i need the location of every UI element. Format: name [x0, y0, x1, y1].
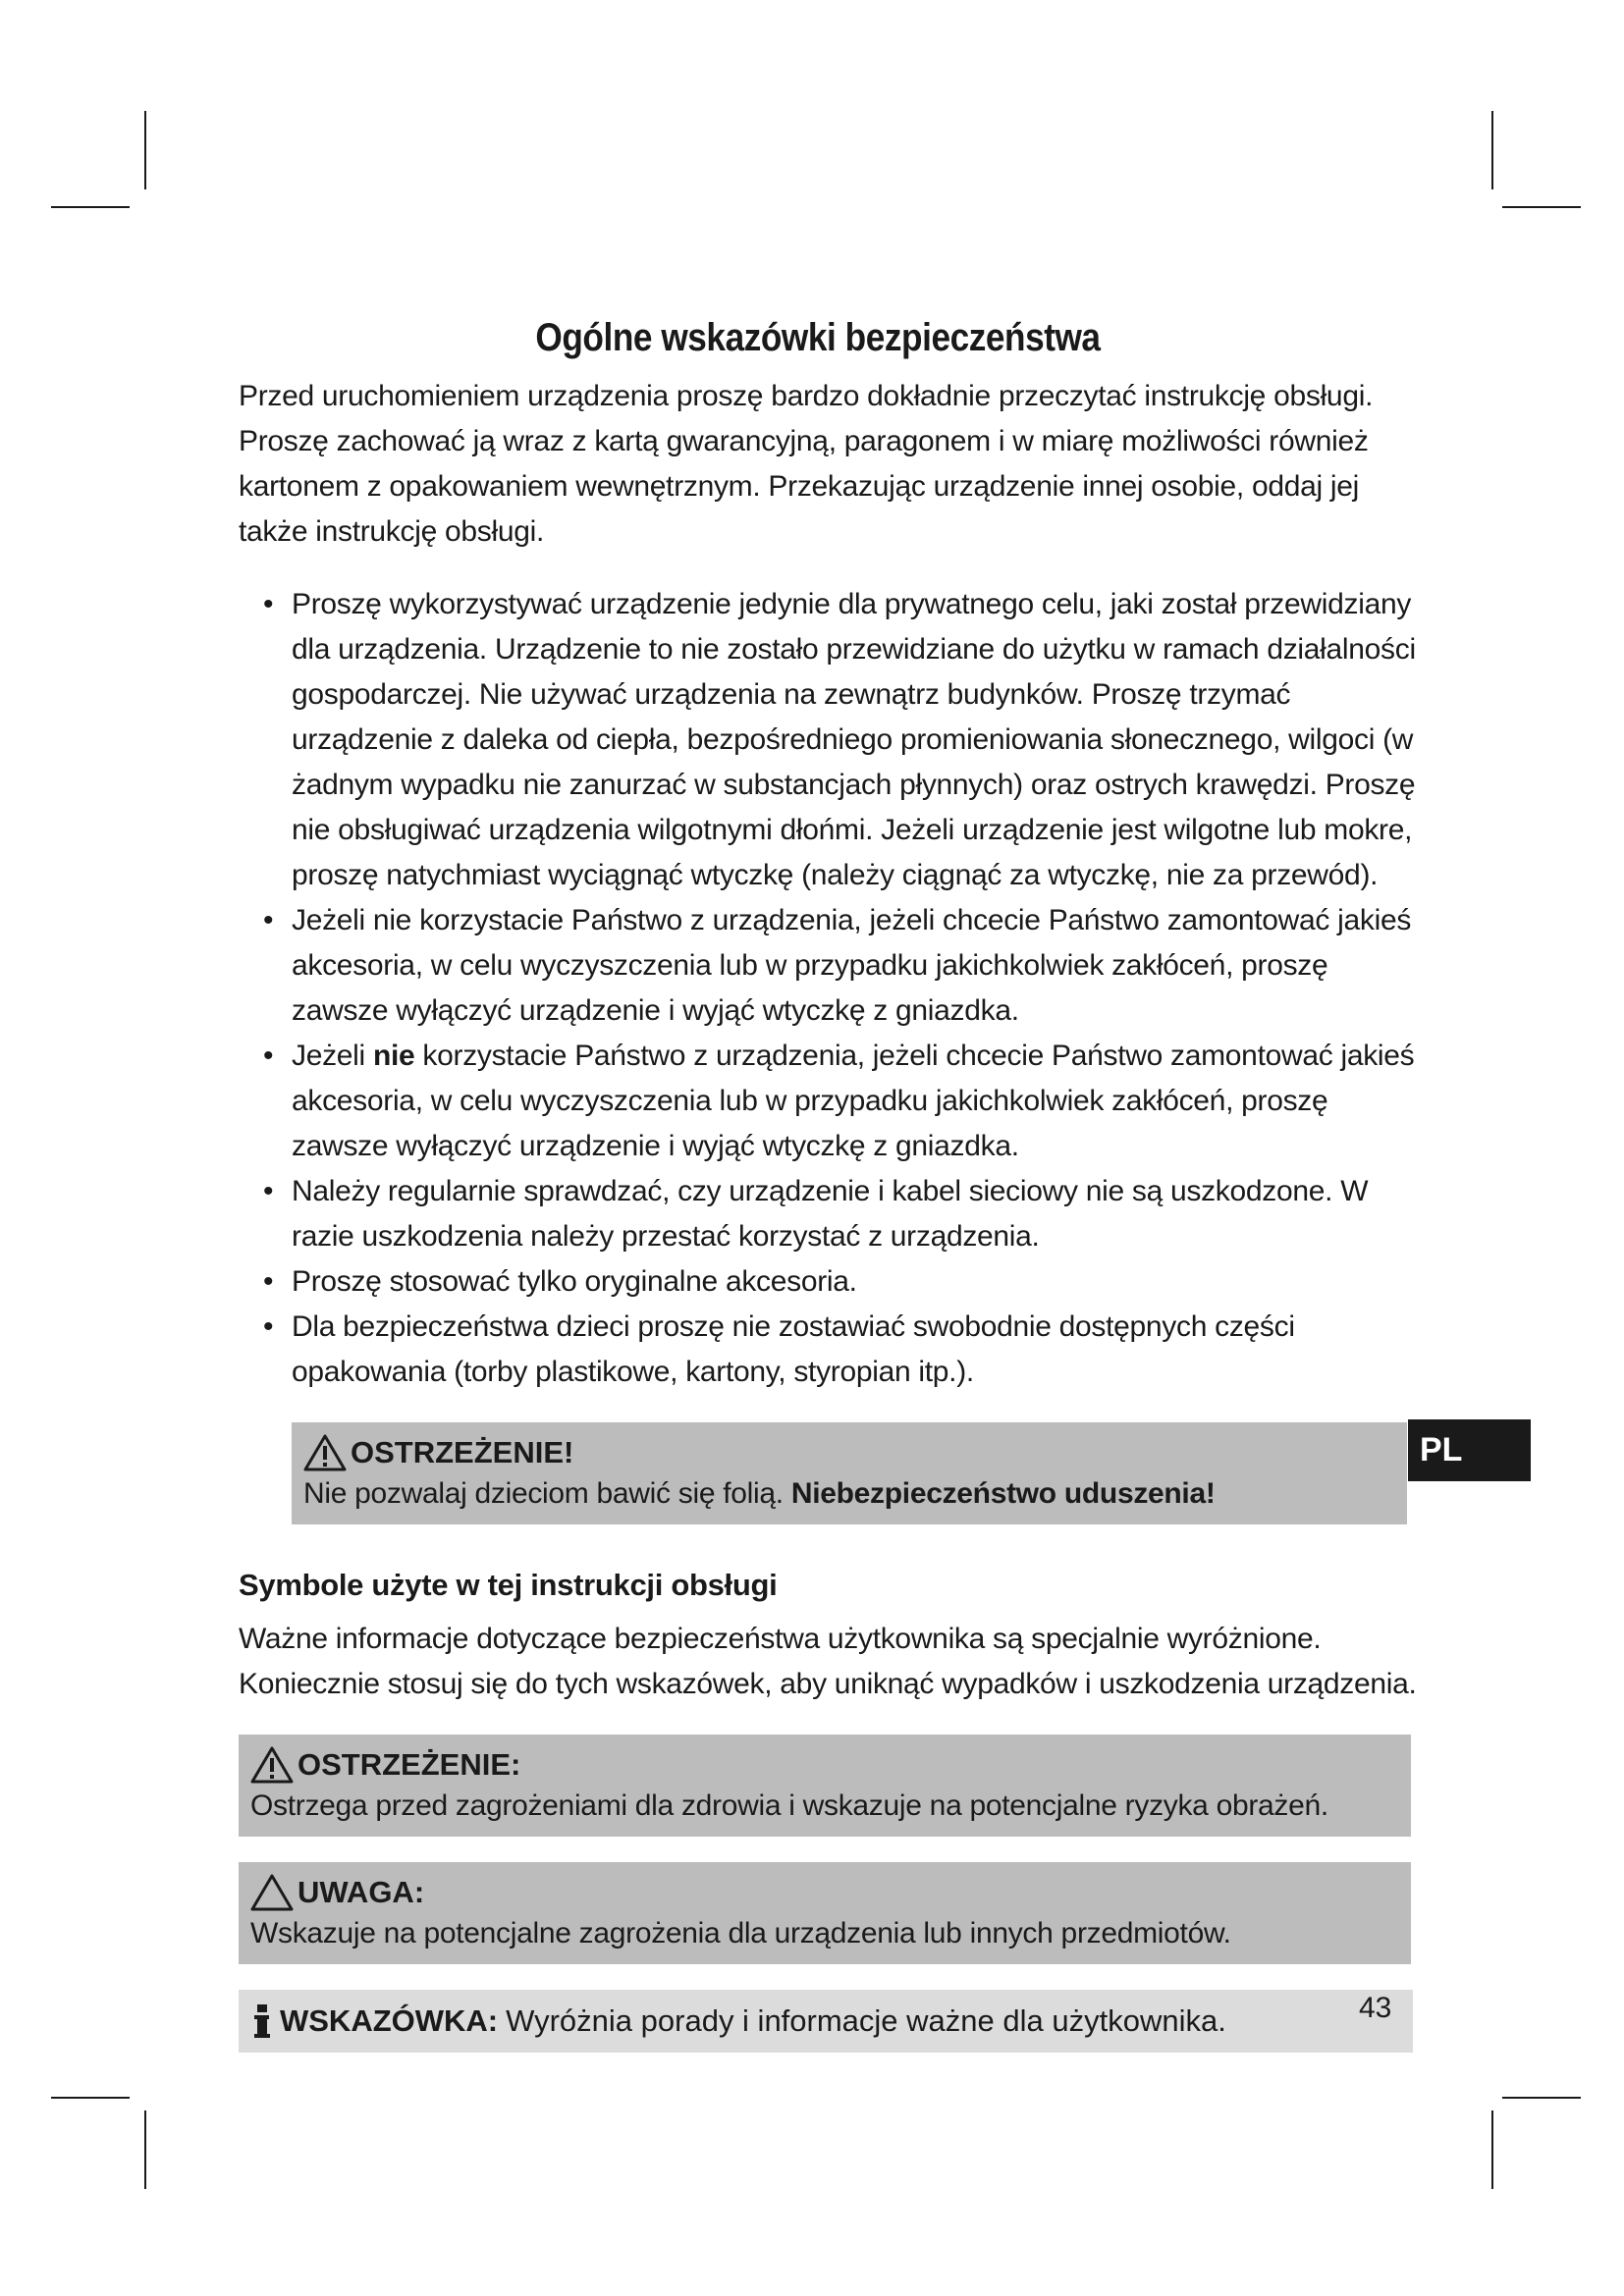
note-symbol-text: Wyróżnia porady i informacje ważne dla użytkownika.: [506, 2003, 1226, 2038]
symbols-heading: Symbole użyte w tej instrukcji obsługi: [239, 1568, 778, 1602]
warning-title: OSTRZEŻENIE!: [351, 1435, 574, 1469]
list-item: • Jeżeli nie korzystacie Państwo z urządzenia, jeżeli chcecie Państwo zamontować jakieś akcesoria, w celu wyczyszczenia lub w przypadku jakichkolwiek zakłóceń, proszę zawsze wyłączyć urządzenie i wyjąć wtyczkę z gniazdka.: [263, 904, 1412, 1027]
list-item: • Jeżeli nie korzystacie Państwo z urządzenia, jeżeli chcecie Państwo zamontować jakieś akcesoria, w celu wyczyszczenia lub w przypadku jakichkolwiek zakłóceń, proszę zawsze wyłączyć urządzenie i wyjąć wtyczkę z gniazdka.: [263, 1040, 1415, 1162]
warning-symbol-box: [239, 1735, 1411, 1837]
crop-mark: [51, 2097, 130, 2099]
caution-symbol-box: [239, 1862, 1411, 1964]
symbols-intro: Ważne informacje dotyczące bezpieczeństwa użytkownika są specjalnie wyróżnione. Koniecznie stosuj się do tych wskazówek, aby uniknąć wypadków i uszkodzenia urządzenia.: [239, 1623, 1417, 1700]
warning-icon: [303, 1434, 347, 1471]
list-item: • Proszę wykorzystywać urządzenie jedynie dla prywatnego celu, jaki został przewidziany dla urządzenia. Urządzenie to nie zostało przewidziane do użytku w ramach działalności gospodarczej. Nie używać urządzenia na zewnątrz budynków. Proszę trzymać urządzenie z daleka od ciepła, bezpośredniego promieniowania słonecznego, wilgoci (w żadnym wypadku nie zanurzać w substancjach płynnych) oraz ostrych krawędzi. Proszę nie obsługiwać urządzenia wilgotnymi dłońmi. Jeżeli urządzenie jest wilgotne lub mokre, proszę natychmiast wyciągnąć wtyczkę (należy ciągnąć za wtyczkę, nie za przewód).: [263, 588, 1416, 891]
crop-mark: [144, 2110, 146, 2189]
warning-icon: [250, 1746, 294, 1784]
intro-paragraph: Przed uruchomieniem urządzenia proszę bardzo dokładnie przeczytać instrukcję obsługi. Proszę zachować ją wraz z kartą gwarancyjną, paragonem i w miarę możliwości również kartonem z opakowaniem wewnętrznym. Przekazując urządzenie innej osobie, oddaj jej także instrukcję obsługi.: [239, 380, 1374, 548]
list-item: • Dla bezpieczeństwa dzieci proszę nie zostawiać swobodnie dostępnych części opakowania (torby plastikowe, kartony, styropian itp.).: [263, 1310, 1295, 1388]
list-item: • Należy regularnie sprawdzać, czy urządzenie i kabel sieciowy nie są uszkodzone. W razie uszkodzenia należy przestać korzystać z urządzenia.: [263, 1175, 1369, 1253]
info-icon: [252, 2003, 272, 2039]
crop-mark: [144, 111, 146, 189]
note-symbol-title: WSKAZÓWKA:: [280, 2003, 499, 2038]
note-symbol-box: [239, 1990, 1413, 2053]
safety-list: [239, 582, 1417, 1395]
warning-emphasis: Niebezpieczeństwo uduszenia!: [790, 1477, 1216, 1510]
page-title: Ogólne wskazówki bezpieczeństwa: [535, 316, 1101, 359]
crop-mark: [1502, 206, 1581, 208]
caution-symbol-text: Wskazuje na potencjalne zagrożenia dla urządzenia lub innych przedmiotów.: [250, 1917, 1231, 1949]
language-tab: PL: [1408, 1419, 1531, 1481]
child-warning-box: [292, 1422, 1407, 1524]
crop-mark: [51, 206, 130, 208]
page-content: [239, 316, 1417, 2053]
list-item: • Proszę stosować tylko oryginalne akcesoria.: [263, 1265, 857, 1298]
warning-symbol-text: Ostrzega przed zagrożeniami dla zdrowia i wskazuje na potencjalne ryzyka obrażeń.: [250, 1789, 1328, 1822]
crop-mark: [1491, 111, 1493, 189]
warning-symbol-title: OSTRZEŻENIE:: [298, 1747, 521, 1782]
page-number: 43: [1359, 1992, 1392, 2024]
crop-mark: [1502, 2097, 1581, 2099]
caution-icon: [250, 1874, 294, 1911]
warning-text: Nie pozwalaj dzieciom bawić się folią.: [303, 1477, 791, 1510]
caution-symbol-title: UWAGA:: [298, 1875, 425, 1909]
crop-mark: [1491, 2110, 1493, 2189]
